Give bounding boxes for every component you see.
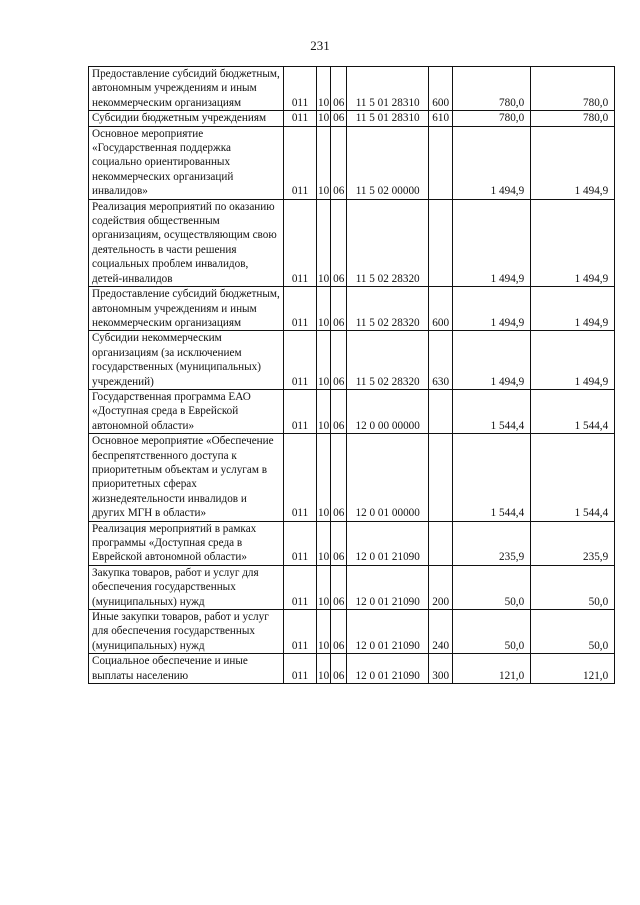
amount-year-2: 1 494,9 [531, 199, 615, 286]
expense-type-code: 610 [429, 111, 453, 126]
table-row [89, 565, 615, 609]
admin-code: 011 [284, 331, 317, 390]
amount-year-2: 780,0 [531, 111, 615, 126]
subsection-code: 06 [331, 67, 347, 111]
amount-year-2: 121,0 [531, 654, 615, 684]
section-code: 10 [317, 521, 331, 565]
admin-code: 011 [284, 389, 317, 433]
subsection-code: 06 [331, 610, 347, 654]
row-description: Предоставление субсидий бюджетным, автономным учреждениям и иным некоммерческим организациям [89, 287, 284, 331]
amount-year-1: 1 544,4 [453, 389, 531, 433]
row-description: Предоставление субсидий бюджетным, автономным учреждениям и иным некоммерческим организациям [89, 67, 284, 111]
subsection-code: 06 [331, 111, 347, 126]
subsection-code: 06 [331, 331, 347, 390]
expense-type-code: 200 [429, 565, 453, 609]
page-number: 231 [310, 38, 330, 53]
target-article-code: 12 0 01 00000 [347, 434, 429, 521]
expense-type-code [429, 389, 453, 433]
expense-type-code [429, 199, 453, 286]
row-description: Субсидии бюджетным учреждениям [89, 111, 284, 126]
admin-code: 011 [284, 199, 317, 286]
row-description: Основное мероприятие «Обеспечение беспрепятственного доступа к приоритетным объектам и услугам в приоритетных сферах жизнедеятельности инвалидов и других МГН в области» [89, 434, 284, 521]
amount-year-1: 235,9 [453, 521, 531, 565]
expense-type-code: 300 [429, 654, 453, 684]
expense-type-code [429, 126, 453, 199]
table-row [89, 199, 615, 286]
expense-type-code: 600 [429, 67, 453, 111]
section-code: 10 [317, 287, 331, 331]
section-code: 10 [317, 126, 331, 199]
table-row [89, 126, 615, 199]
row-description: Реализация мероприятий в рамках программы «Доступная среда в Еврейской автономной области» [89, 521, 284, 565]
expense-type-code: 600 [429, 287, 453, 331]
row-description: Иные закупки товаров, работ и услуг для обеспечения государственных (муниципальных) нужд [89, 610, 284, 654]
target-article-code: 11 5 02 28320 [347, 331, 429, 390]
section-code: 10 [317, 67, 331, 111]
row-description: Закупка товаров, работ и услуг для обеспечения государственных (муниципальных) нужд [89, 565, 284, 609]
subsection-code: 06 [331, 521, 347, 565]
amount-year-1: 1 494,9 [453, 331, 531, 390]
target-article-code: 11 5 02 28320 [347, 287, 429, 331]
admin-code: 011 [284, 654, 317, 684]
amount-year-1: 1 494,9 [453, 126, 531, 199]
admin-code: 011 [284, 111, 317, 126]
target-article-code: 12 0 01 21090 [347, 521, 429, 565]
subsection-code: 06 [331, 389, 347, 433]
amount-year-2: 1 494,9 [531, 331, 615, 390]
row-description: Субсидии некоммерческим организациям (за исключением государственных (муниципальных) учреждений) [89, 331, 284, 390]
target-article-code: 12 0 01 21090 [347, 654, 429, 684]
admin-code: 011 [284, 610, 317, 654]
table-row [89, 654, 615, 684]
section-code: 10 [317, 331, 331, 390]
admin-code: 011 [284, 67, 317, 111]
subsection-code: 06 [331, 126, 347, 199]
section-code: 10 [318, 112, 330, 125]
subsection-code: 06 [331, 434, 347, 521]
table-row [89, 389, 615, 433]
expense-type-code [429, 434, 453, 521]
amount-year-1: 121,0 [453, 654, 531, 684]
amount-year-2: 235,9 [531, 521, 615, 565]
amount-year-1: 780,0 [453, 111, 531, 126]
amount-year-2: 1 544,4 [531, 434, 615, 521]
target-article-code: 11 5 01 28310 [347, 111, 429, 126]
amount-year-1: 1 544,4 [453, 434, 531, 521]
target-article-code: 11 5 01 28310 [347, 67, 429, 111]
admin-code: 011 [284, 126, 317, 199]
target-article-code: 11 5 02 00000 [347, 126, 429, 199]
target-article-code: 12 0 01 21090 [347, 610, 429, 654]
subsection-code: 06 [331, 654, 347, 684]
subsection-code: 06 [331, 287, 347, 331]
table-row [89, 331, 615, 390]
section-code: 10 [317, 389, 331, 433]
table-body [89, 67, 615, 684]
admin-code: 011 [284, 521, 317, 565]
amount-year-2: 50,0 [531, 565, 615, 609]
section-code: 10 [317, 199, 331, 286]
section-code: 10 [317, 565, 331, 609]
row-description: Реализация мероприятий по оказанию содействия общественным организациям, осуществляющим свою деятельность в части решения социальных проблем инвалидов, детей-инвалидов [89, 199, 284, 286]
expense-type-code [429, 521, 453, 565]
admin-code: 011 [284, 287, 317, 331]
amount-year-2: 50,0 [531, 610, 615, 654]
expense-type-code: 240 [429, 610, 453, 654]
amount-year-2: 780,0 [531, 67, 615, 111]
row-description: Государственная программа ЕАО «Доступная среда в Еврейской автономной области» [89, 389, 284, 433]
admin-code: 011 [284, 565, 317, 609]
subsection-code: 06 [331, 565, 347, 609]
target-article-code: 12 0 00 00000 [347, 389, 429, 433]
row-description: Социальное обеспечение и иные выплаты населению [89, 654, 284, 684]
budget-table [88, 66, 615, 684]
target-article-code: 12 0 01 21090 [347, 565, 429, 609]
section-code: 10 [317, 610, 331, 654]
amount-year-2: 1 544,4 [531, 389, 615, 433]
row-description: Основное мероприятие «Государственная поддержка социально ориентированных некоммерческих организаций инвалидов» [89, 126, 284, 199]
table-row [89, 287, 615, 331]
amount-year-1: 50,0 [453, 565, 531, 609]
target-article-code: 11 5 02 28320 [347, 199, 429, 286]
section-code: 10 [317, 654, 331, 684]
table-row [89, 521, 615, 565]
table-row [89, 67, 615, 111]
amount-year-1: 780,0 [453, 67, 531, 111]
admin-code: 011 [284, 434, 317, 521]
table-row [89, 111, 615, 126]
amount-year-1: 1 494,9 [453, 199, 531, 286]
amount-year-2: 1 494,9 [531, 126, 615, 199]
section-code: 10 [317, 434, 331, 521]
subsection-code: 06 [331, 199, 347, 286]
table-row [89, 610, 615, 654]
amount-year-1: 50,0 [453, 610, 531, 654]
amount-year-2: 1 494,9 [531, 287, 615, 331]
amount-year-1: 1 494,9 [453, 287, 531, 331]
table-row [89, 434, 615, 521]
expense-type-code: 630 [429, 331, 453, 390]
